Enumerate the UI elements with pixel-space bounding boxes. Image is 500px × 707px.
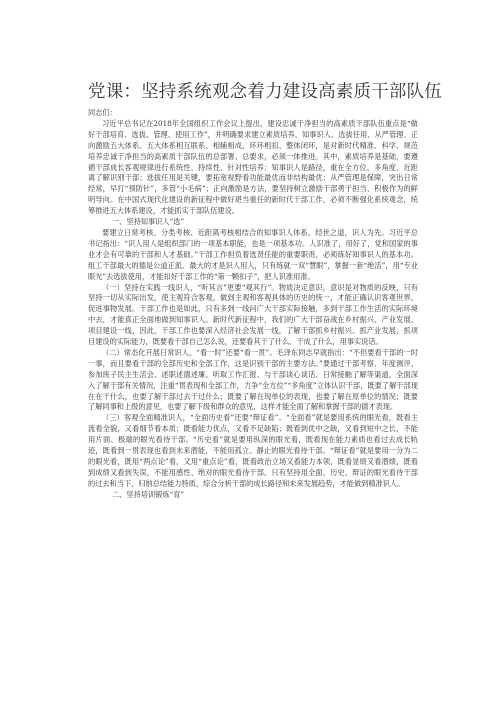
document-body: [88, 108, 418, 501]
paragraph-point-2: （二）常态化开展日常识人，“看一时”还要“看一贯”。毛泽东同志早就指出：“不但要看干部的一时一事，而且要看干部的全部历史和全部工作，这是识别干部的主要方法。”要通过干部考察、年度测评、参加班子民主生活会、述职述德述廉、听取工作汇报、与干部谈心谈话、日常接触了解等渠道，全面深入了解干部有关情况，注重“贯表现和全部工作，力争“全方位”“多角度”立体认识干部，既要了解干部现在在干什么，也要了解干部过去干过什么；既要了解在现单位的表现，也要了解在原单位的情况；既要了解同事和上级的意见，也要了解下级和群众的意见，这样才能全面了解和掌握干部的德才表现。: [88, 347, 418, 412]
greeting: 同志们：: [88, 108, 117, 117]
paragraph-section-1: 要建立日常考核、分类考核、近距离考核相结合的知事识人体系，经世之道，识人为先。习近平总书记指出：“识人用人是组织部门的一项基本职能，也是一项基本功。人识准了，用好了，党和国家的事业才会有可靠的干部和人才基础。”干部工作担负着选贤任能的重要职责，必须练好知事识人的基本功。组工干部最大的德是公道正派、最大的才是识人用人，只有练就一双“慧眼”，掌握一套“绝活”，用“专业眼光”去选拔使用，才能扣好干部工作的“第一颗扣子”，把人识准用准。: [88, 227, 418, 281]
section-heading-1: 一、坚持知事识人“选”: [112, 217, 185, 227]
document-title: 党课：坚持系统观念着力建设高素质干部队伍: [88, 82, 442, 102]
section-heading-2: 二、坚持培训锻炼“育”: [112, 489, 185, 499]
paragraph-intro: 习近平总书记在2018年全国组织工作会议上提出，建设忠诚干净担当的高素质干部队伍重点是“做好干部培育、选拔、管理、使用工作”，并明确要求建立素质培养、知事识人、选拔任用、从严管理、正向激励五大体系。五大体系相互联系、相辅相成，环环相扣、整体闭环，是对新时代精准、科学、规范培养忠诚干净担当的高素质干部队伍的总部署、总要求，必须一体推进。其中，素质培养是基础，要遵循干部成长客观规律进行系统性、持续性、针对性培养；知事识人是路径，重在全方位、多角度、近距离了解识别干部；选拔任用是关键，要拓宽视野看功能最优而非结构最优；从严管理是保障，突出日常经常，早打“预防针”，多管“小毛病”；正向激励是方法，要坚持树立激励干部勇于担当、积极作为的鲜明导向。在中国式现代化建设的新征程中做好堪当重任的新时代干部工作，必须不断强化系统观念，统筹推进五大体系建设，才能抓实干部队伍建设。: [88, 118, 418, 216]
paragraph-point-1: （一）坚持在实践一线识人，“听其言”更要“观其行”。物质决定意识，意识是对物质的反映，只有坚持一切从实际出发，使主观符合客观，做到主观和客观具体的历史的统一，才能正确认识客观世界，促进事物发展。干部工作也是如此，只有多到一线问广大干部实际接触，多到干部工作生活的实际环境中去，才能真正全面地做到知事识人。新时代新征程中，我们的广大干部奋战在乡村振兴、产业发展、项目建设一线，因此，干部工作也要深入经济社会发展一线，了解干部抓乡村振兴、抓产业发展、抓项目建设的实际能力，既要看干部自己怎么说，还要看其干了什么、干成了什么，用事实说话。: [88, 282, 418, 347]
paragraph-point-3: （三）客观全面精准识人，“全面历史看”还要“辩证看”。“全面看”就是要用系统的眼光看，既看主流看全貌，又看细节看本质；既看能力优点，又看不足缺陷；既看到优中之缺，又看到短中之长，不能用片面、极端的眼光看待干部。“历史看”就是要用纵深的眼光看，既看现在能力素质也看过去成长轨迹，既看到一贯表现也看到未来潜能，不能用孤立、静止的眼光看待干部。“辩证看”就是要用一分为二的眼光看，既用“两点论”看，又用“重点论”看，既看政治立场又看能力本领，既看显绩又看潜绩，既看到成绩又看到失误，不能用感性、绝对的眼光看待干部。只有坚持用全面、历史、辩证的眼光看待干部的过去和当下，归纳总结能力特质，综合分析干部的成长路径和未来发展趋势，才能做到精准识人。: [88, 413, 418, 488]
